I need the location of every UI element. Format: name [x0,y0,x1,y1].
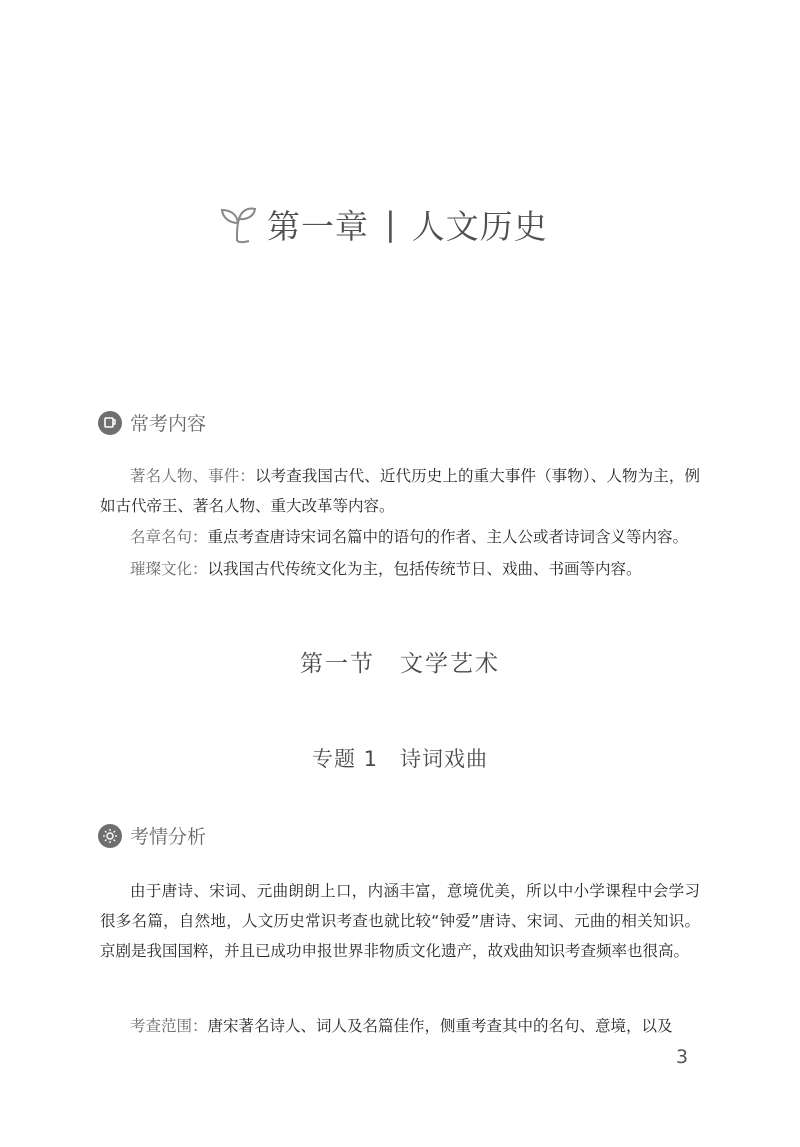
sprout-icon [215,201,261,247]
analysis-heading-label: 考情分析 [130,826,207,848]
chapter-name: 人文历史 [411,206,548,246]
frequent-item-3-lead: 璀璨文化： [130,560,208,578]
chapter-separator: | [385,205,396,243]
frequent-item-3 [100,554,700,584]
chapter-number: 第一章 [267,206,369,246]
scope-text: 唐宋著名诗人、词人及名篇佳作，侧重考查其中的名句、意境，以及 [207,1017,673,1035]
frequent-item-1-lead: 著名人物、事件： [130,467,255,485]
page-number: 3 [676,1046,689,1068]
frequent-item-3-text: 以我国古代传统文化为主，包括传统节日、戏曲、书画等内容。 [207,560,642,578]
cup-icon [98,411,122,435]
frequent-item-2-lead: 名章名句： [130,528,208,546]
analysis-heading [98,822,206,849]
analysis-paragraph: 由于唐诗、宋词、元曲朗朗上口，内涵丰富，意境优美，所以中小学课程中会学习很多名篇，自然地，人文历史常识考查也就比较“钟爱”唐诗、宋词、元曲的相关知识。京剧是我国国粹，并且已成功申报世界非物质文化遗产，故戏曲知识考查频率也很高。 [100,882,700,960]
scope-paragraph [100,1011,700,1041]
frequent-content-heading [98,409,206,436]
section-title: 第一节 文学艺术 [300,651,500,677]
frequent-content-heading-label: 常考内容 [130,413,207,435]
frequent-item-1-text: 以考查我国古代、近代历史上的重大事件（事物）、人物为主，例如古代帝王、著名人物、重大改革等内容。 [100,467,700,515]
frequent-item-2 [100,522,700,552]
frequent-item-1 [100,461,700,521]
chapter-title [215,196,548,252]
topic-title: 专题 1 诗词戏曲 [311,747,489,771]
sun-icon [98,824,122,848]
frequent-item-2-text: 重点考查唐诗宋词名篇中的语句的作者、主人公或者诗词含义等内容。 [207,528,689,546]
scope-lead: 考查范围： [130,1017,208,1035]
